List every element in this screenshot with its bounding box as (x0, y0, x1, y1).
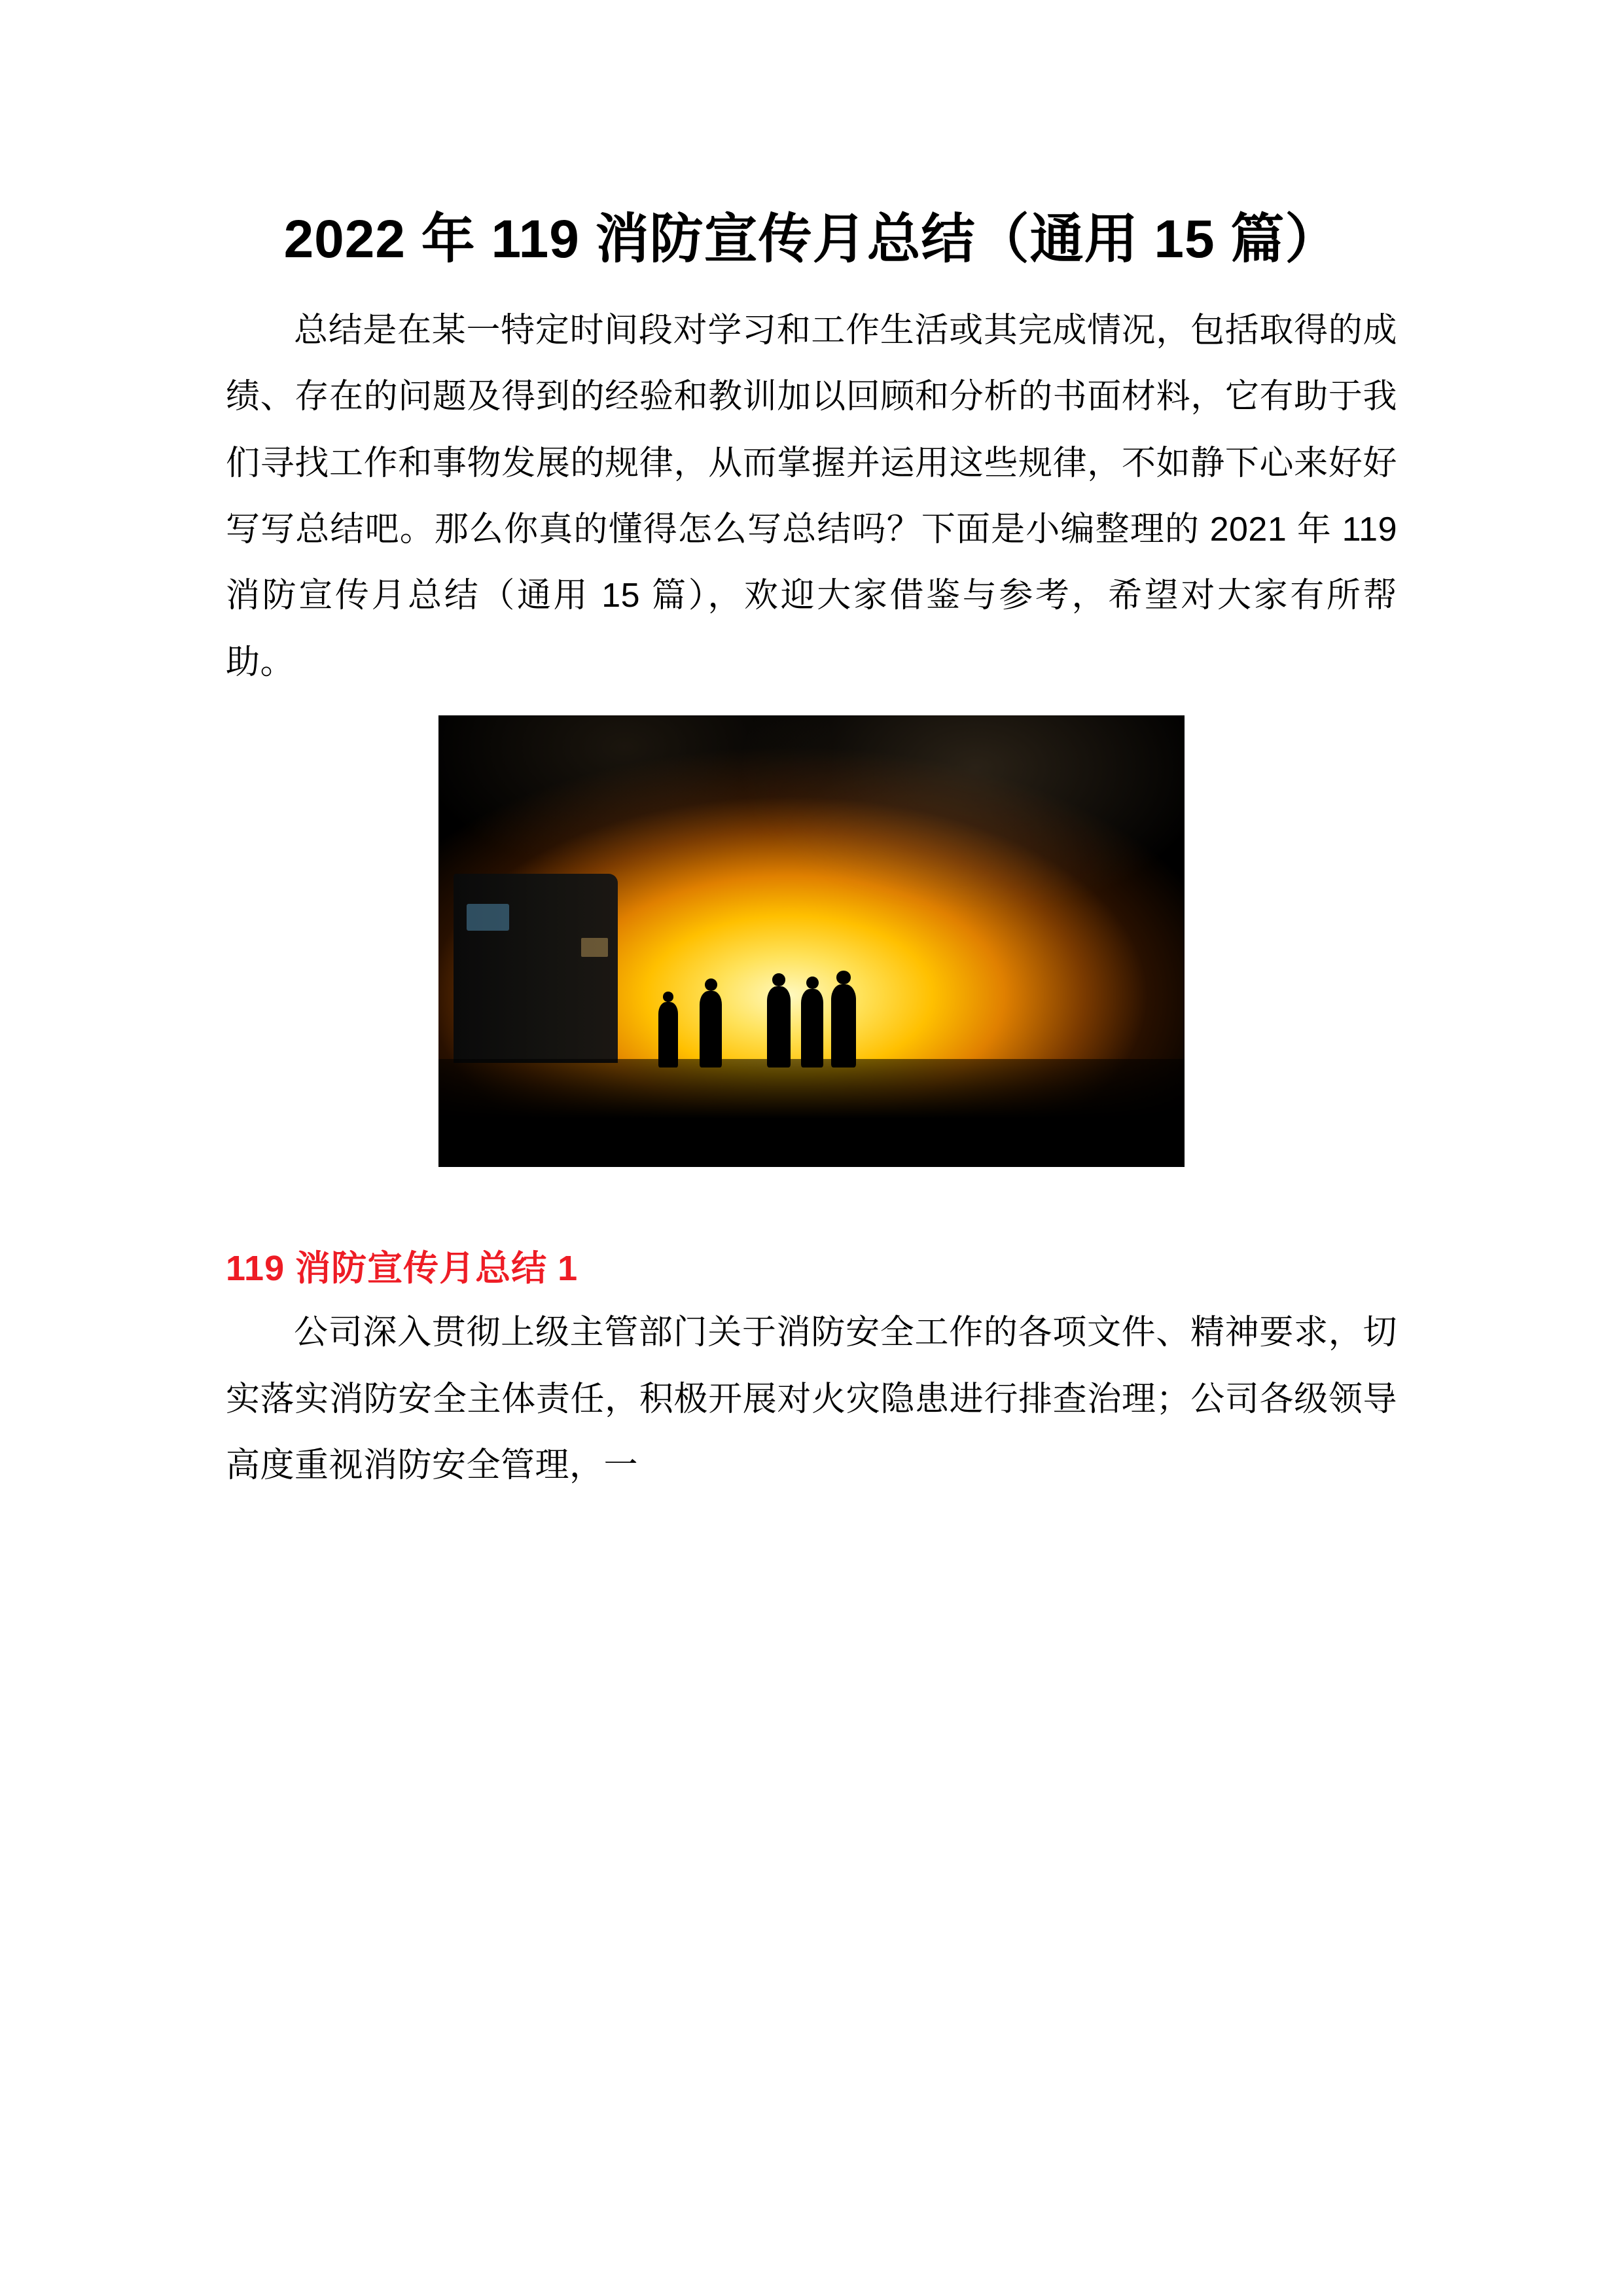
intro-paragraph: 总结是在某一特定时间段对学习和工作生活或其完成情况，包括取得的成绩、存在的问题及得到的经验和教训加以回顾和分析的书面材料，它有助于我们寻找工作和事物发展的规律，从而掌握并运用这些规律，不如静下心来好好写写总结吧。那么你真的懂得怎么写总结吗？下面是小编整理的 2021 年 119 消防宣传月总结（通用 15 篇），欢迎大家借鉴与参考，希望对大家有所帮助。 (226, 311, 1397, 681)
page-title: 2022 年 119 消防宣传月总结（通用 15 篇） (283, 209, 1340, 269)
firefighter-silhouette (831, 984, 857, 1068)
head-shape (806, 977, 819, 989)
fire-scene-photo (438, 715, 1185, 1167)
firefighter-silhouette (700, 991, 722, 1067)
fire-truck-silhouette (454, 874, 618, 1064)
firefighter-silhouette (767, 986, 791, 1067)
head-shape (836, 971, 851, 984)
firefighter-silhouette (658, 1002, 678, 1067)
ground-layer (438, 1059, 1185, 1168)
firefighter-silhouette (801, 989, 823, 1067)
head-shape (705, 978, 717, 991)
figure-container (226, 715, 1397, 1167)
section-heading-1: 119 消防宣传月总结 1 (226, 1249, 579, 1289)
section-paragraph-1: 公司深入贯彻上级主管部门关于消防安全工作的各项文件、精神要求，切实落实消防安全主体责任，积极开展对火灾隐患进行排查治理；公司各级领导高度重视消防安全管理，一 (226, 1314, 1397, 1484)
head-shape (772, 973, 785, 986)
